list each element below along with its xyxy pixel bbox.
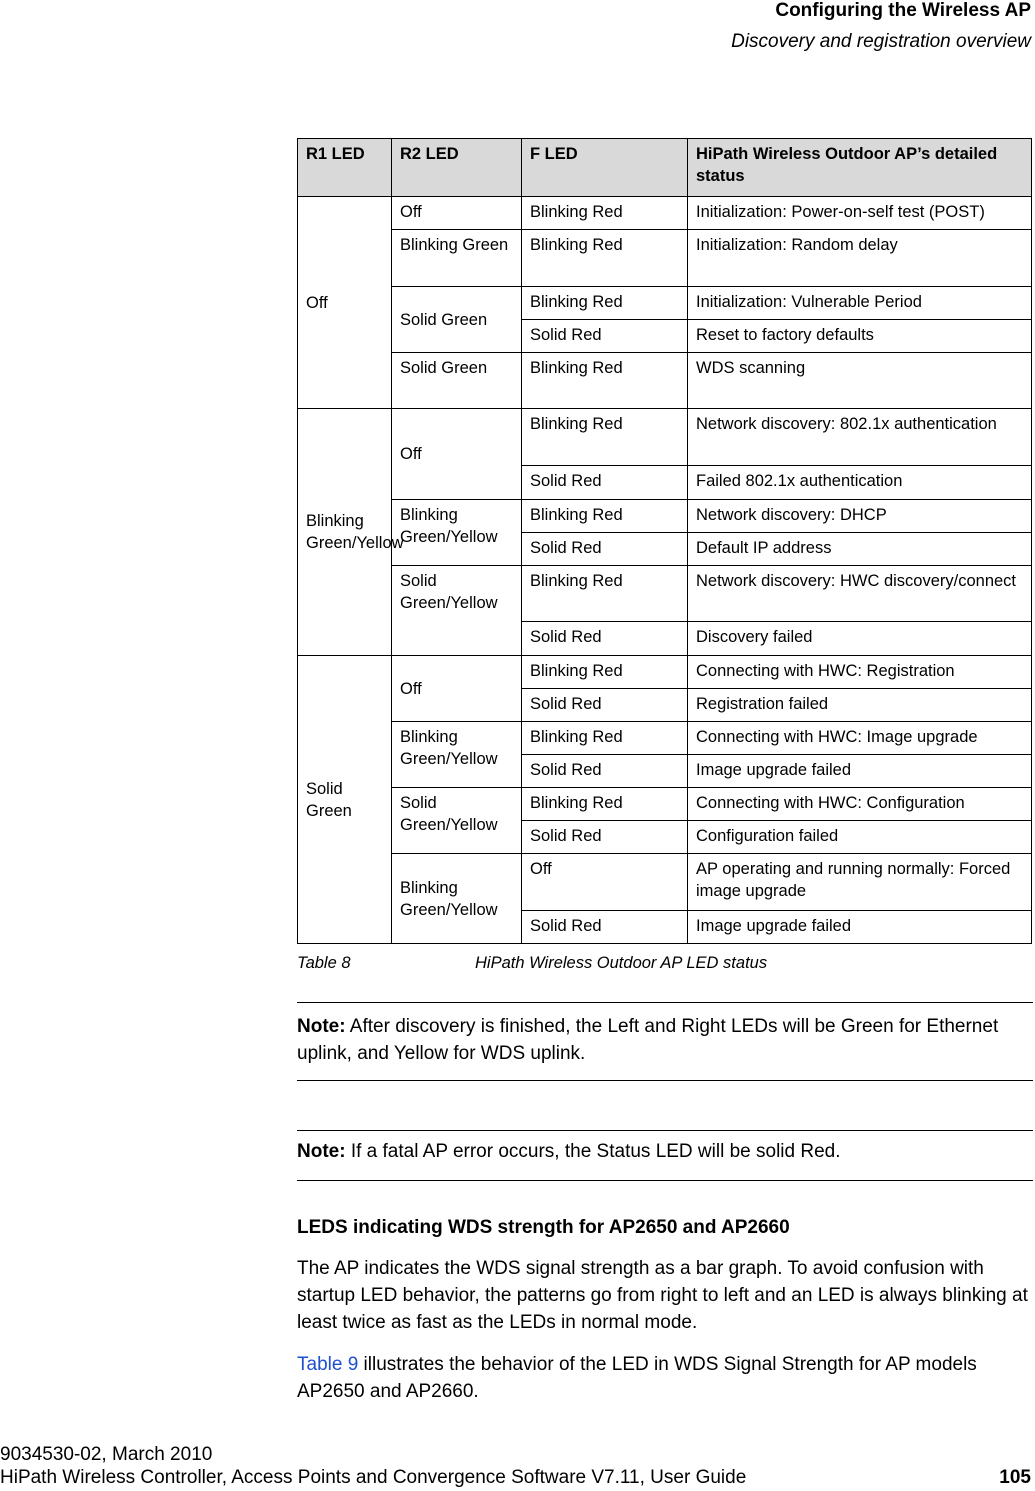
- table-row: [298, 230, 1032, 287]
- f-cell: Blinking Red: [522, 197, 688, 230]
- table-caption-number: Table 8: [297, 954, 351, 972]
- r1-cell: Blinking Green/Yellow: [298, 409, 392, 656]
- table-row: [298, 656, 1032, 689]
- table-row: [298, 722, 1032, 755]
- status-cell: Registration failed: [688, 689, 1032, 722]
- r2-cell: Solid Green: [392, 287, 522, 353]
- table-row: [298, 566, 1032, 622]
- note-fatal-error: [297, 1138, 1017, 1165]
- status-cell: Configuration failed: [688, 821, 1032, 854]
- status-cell: Connecting with HWC: Configuration: [688, 788, 1032, 821]
- status-cell: Network discovery: 802.1x authentication: [688, 409, 1032, 466]
- note-label: Note:: [297, 1016, 346, 1037]
- body-paragraph: The AP indicates the WDS signal strength as a bar graph. To avoid confusion with startup LED behavior, the patterns go from right to left and an LED is always blinking at least twice as fast as the LEDs in normal mode.: [297, 1258, 1028, 1333]
- status-cell: Image upgrade failed: [688, 755, 1032, 788]
- r2-cell: Off: [392, 409, 522, 500]
- note-text: If a fatal AP error occurs, the Status LED will be solid Red.: [345, 1141, 841, 1162]
- f-cell: Solid Red: [522, 911, 688, 944]
- status-cell: Image upgrade failed: [688, 911, 1032, 944]
- table-row: [298, 197, 1032, 230]
- r2-cell: Solid Green/Yellow: [392, 788, 522, 854]
- r2-cell: Blinking Green/Yellow: [392, 500, 522, 566]
- r2-cell: Blinking Green/Yellow: [392, 854, 522, 944]
- table-caption: [297, 954, 768, 973]
- note-rule-top: [297, 1130, 1033, 1131]
- status-cell: Failed 802.1x authentication: [688, 466, 1032, 500]
- col-header-status: HiPath Wireless Outdoor AP’s detailed status: [688, 139, 1032, 197]
- f-cell: Solid Red: [522, 821, 688, 854]
- body-paragraph-text: illustrates the behavior of the LED in WDS Signal Strength for AP models AP2650 and AP2660.: [297, 1354, 977, 1402]
- r2-cell: Solid Green: [392, 353, 522, 409]
- f-cell: Solid Red: [522, 622, 688, 656]
- f-cell: Blinking Red: [522, 230, 688, 287]
- running-header-subtitle: Discovery and registration overview: [731, 31, 1031, 52]
- section-heading: LEDS indicating WDS strength for AP2650 and AP2660: [297, 1217, 790, 1238]
- r2-cell: Off: [392, 656, 522, 722]
- f-cell: Solid Red: [522, 533, 688, 566]
- note-rule-bottom: [297, 1080, 1033, 1081]
- status-cell: Network discovery: DHCP: [688, 500, 1032, 533]
- status-cell: Initialization: Random delay: [688, 230, 1032, 287]
- f-cell: Blinking Red: [522, 722, 688, 755]
- status-cell: Connecting with HWC: Registration: [688, 656, 1032, 689]
- r2-cell: Blinking Green/Yellow: [392, 722, 522, 788]
- table-row: [298, 409, 1032, 466]
- status-cell: Connecting with HWC: Image upgrade: [688, 722, 1032, 755]
- table-row: [298, 788, 1032, 821]
- f-cell: Solid Red: [522, 755, 688, 788]
- table-caption-text: HiPath Wireless Outdoor AP LED status: [475, 954, 768, 972]
- r2-cell: Off: [392, 197, 522, 230]
- f-cell: Solid Red: [522, 320, 688, 353]
- col-header-r1: R1 LED: [298, 139, 392, 197]
- page-footer: [0, 1443, 1035, 1489]
- footer-doc-id: 9034530-02, March 2010: [0, 1444, 213, 1465]
- led-status-table: [297, 138, 1032, 944]
- note-text: After discovery is finished, the Left and Right LEDs will be Green for Ethernet uplink, and Yellow for WDS uplink.: [297, 1016, 999, 1064]
- status-cell: AP operating and running normally: Forced image upgrade: [688, 854, 1032, 911]
- table-9-link[interactable]: Table 9: [297, 1354, 359, 1375]
- status-cell: Default IP address: [688, 533, 1032, 566]
- status-cell: Initialization: Power-on-self test (POST): [688, 197, 1032, 230]
- f-cell: Blinking Red: [522, 500, 688, 533]
- col-header-f: F LED: [522, 139, 688, 197]
- body-paragraph: [297, 1351, 1032, 1405]
- running-header-title: Configuring the Wireless AP: [775, 0, 1031, 21]
- table-row: [298, 500, 1032, 533]
- f-cell: Blinking Red: [522, 353, 688, 409]
- table-row: [298, 854, 1032, 911]
- r1-cell: Off: [298, 197, 392, 409]
- note-discovery: [297, 1013, 1017, 1067]
- status-cell: Network discovery: HWC discovery/connect: [688, 566, 1032, 622]
- r2-cell: Solid Green/Yellow: [392, 566, 522, 656]
- f-cell: Blinking Red: [522, 287, 688, 320]
- r1-cell: Solid Green: [298, 656, 392, 944]
- f-cell: Solid Red: [522, 689, 688, 722]
- status-cell: Discovery failed: [688, 622, 1032, 656]
- f-cell: Blinking Red: [522, 788, 688, 821]
- col-header-r2: R2 LED: [392, 139, 522, 197]
- status-cell: WDS scanning: [688, 353, 1032, 409]
- footer-doc-title: HiPath Wireless Controller, Access Points and Convergence Software V7.11, User Guide: [0, 1467, 747, 1488]
- note-rule-bottom: [297, 1180, 1033, 1181]
- table-row: [298, 287, 1032, 320]
- r2-cell: Blinking Green: [392, 230, 522, 287]
- f-cell: Blinking Red: [522, 656, 688, 689]
- f-cell: Off: [522, 854, 688, 911]
- note-rule-top: [297, 1002, 1033, 1003]
- f-cell: Solid Red: [522, 466, 688, 500]
- table-header-row: [298, 139, 1032, 197]
- status-cell: Initialization: Vulnerable Period: [688, 287, 1032, 320]
- f-cell: Blinking Red: [522, 566, 688, 622]
- note-label: Note:: [297, 1141, 346, 1162]
- status-cell: Reset to factory defaults: [688, 320, 1032, 353]
- page-number: 105: [999, 1467, 1031, 1488]
- table-row: [298, 353, 1032, 409]
- f-cell: Blinking Red: [522, 409, 688, 466]
